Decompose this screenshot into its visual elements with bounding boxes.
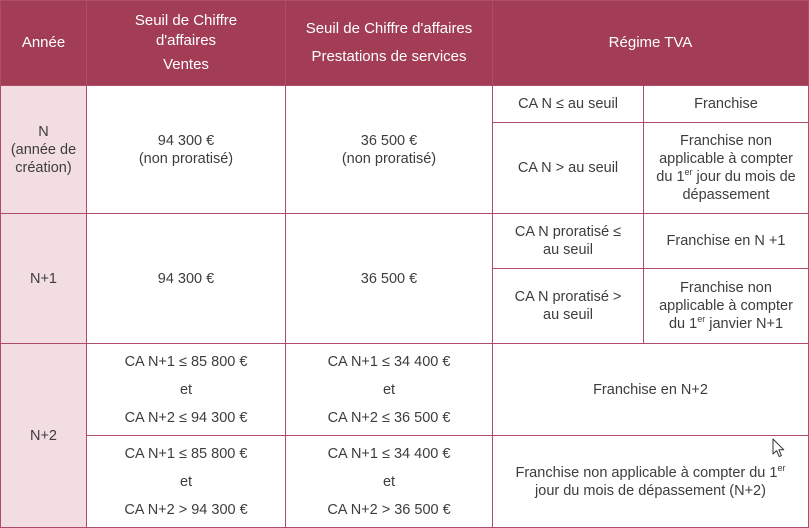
result-n-franchise: Franchise [644,86,809,123]
year-n1-cell: N+1 [1,214,87,344]
condition-n1-above: CA N proratisé > au seuil [493,269,644,344]
table-row [1,214,809,269]
table-row [1,436,809,528]
condition-n-above: CA N > au seuil [493,123,644,214]
header-year: Année [1,1,87,86]
header-services-threshold: Seuil de Chiffre d'affaires Prestations de services [286,1,493,86]
table-row [1,344,809,436]
services-condition-n2-above: CA N+1 ≤ 34 400 € et CA N+2 > 36 500 € [286,436,493,528]
services-condition-n2-below: CA N+1 ≤ 34 400 € et CA N+2 ≤ 36 500 € [286,344,493,436]
header-vat-regime: Régime TVA [493,1,809,86]
sales-threshold-n: 94 300 € (non proratisé) [87,86,286,214]
sales-threshold-n1: 94 300 € [87,214,286,344]
services-threshold-n: 36 500 € (non proratisé) [286,86,493,214]
result-n-no-franchise: Franchise non applicable à compter du 1er jour du mois de dépassement [644,123,809,214]
year-n-cell: N (année de création) [1,86,87,214]
result-n2-no-franchise: Franchise non applicable à compter du 1er jour du mois de dépassement (N+2) [493,436,809,528]
header-row [1,1,809,86]
condition-n-below: CA N ≤ au seuil [493,86,644,123]
condition-n1-below: CA N proratisé ≤ au seuil [493,214,644,269]
sales-condition-n2-below: CA N+1 ≤ 85 800 € et CA N+2 ≤ 94 300 € [87,344,286,436]
header-sales-threshold: Seuil de Chiffre d'affaires Ventes [87,1,286,86]
result-n1-no-franchise: Franchise non applicable à compter du 1er janvier N+1 [644,269,809,344]
result-n2-franchise: Franchise en N+2 [493,344,809,436]
services-threshold-n1: 36 500 € [286,214,493,344]
mouse-pointer-icon [772,438,786,458]
sales-condition-n2-above: CA N+1 ≤ 85 800 € et CA N+2 > 94 300 € [87,436,286,528]
table-row [1,86,809,123]
result-n1-franchise: Franchise en N +1 [644,214,809,269]
year-n2-cell: N+2 [1,344,87,528]
